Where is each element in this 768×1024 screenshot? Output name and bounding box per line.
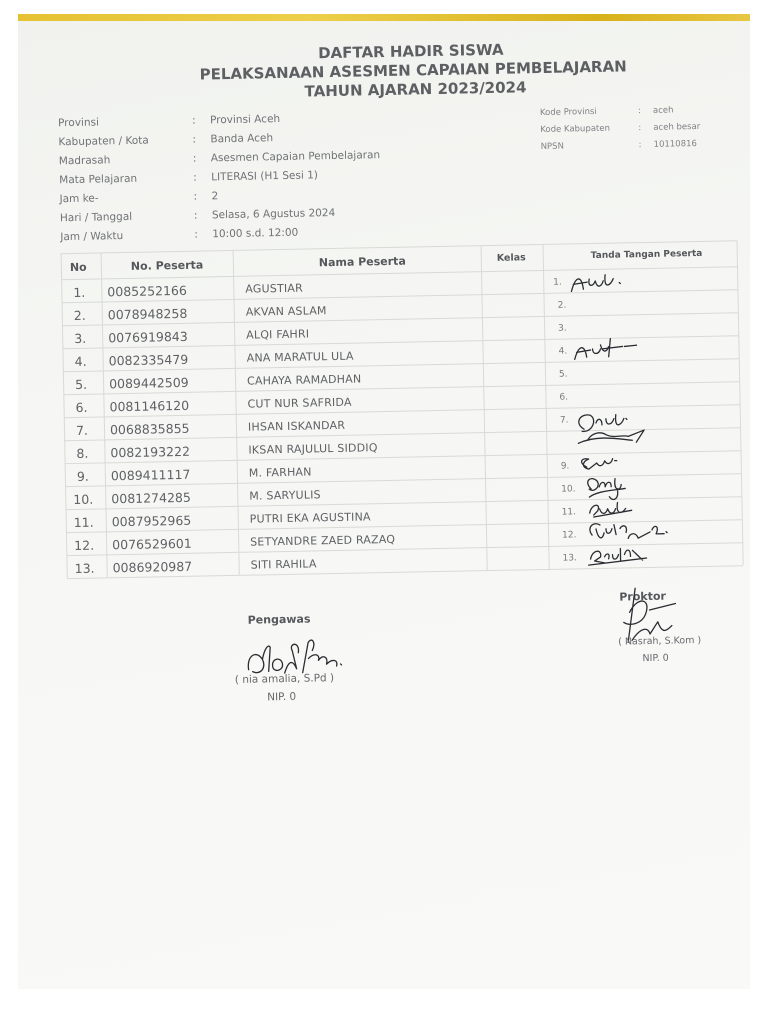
signature-number: 1. (553, 277, 562, 288)
participant-signatures (560, 260, 739, 573)
participant-name: IKSAN RAJULUL SIDDIQ (248, 441, 378, 457)
row-number: 8. (76, 445, 89, 461)
signature-number: 12. (562, 530, 577, 541)
row-number: 10. (73, 491, 94, 508)
participant-name: IHSAN ISKANDAR (247, 418, 346, 434)
header-kelas: Kelas (496, 252, 526, 264)
row-number: 11. (73, 514, 94, 531)
info-colon: : (638, 123, 642, 134)
row-number: 9. (76, 468, 89, 484)
participant-number: 0068835855 (109, 420, 190, 438)
signature-number: 2. (557, 300, 567, 311)
info-label: Kode Provinsi (539, 106, 597, 118)
participant-name: CUT NUR SAFRIDA (247, 395, 352, 411)
info-value: Asesmen Capaian Pembelajaran (210, 149, 381, 165)
row-number: 4. (74, 353, 87, 369)
participant-name: AKVAN ASLAM (245, 304, 327, 319)
participant-number: 0081146120 (109, 397, 190, 415)
row-number: 3. (74, 330, 87, 346)
participant-name: M. SARYULIS (249, 488, 321, 503)
participant-number: 0076919843 (108, 328, 188, 346)
participant-name: M. FARHAN (248, 465, 312, 480)
participant-number: 0085252166 (107, 282, 188, 300)
pengawas-name: ( nia amalia, S.Pd ) (234, 672, 335, 686)
info-colon: : (192, 152, 197, 165)
info-label: Provinsi (57, 116, 100, 130)
info-value: aceh besar (653, 121, 701, 133)
participant-number: 0076529601 (112, 535, 192, 553)
info-value: 10:00 s.d. 12:00 (212, 226, 299, 241)
header-tanda-tangan: Tanda Tangan Peserta (590, 248, 703, 262)
signature-number: 3. (558, 323, 567, 334)
participant-name: PUTRI EKA AGUSTINA (249, 510, 371, 526)
info-label: Mata Pelajaran (59, 172, 138, 187)
doc-title: DAFTAR HADIR SISWA (317, 40, 504, 63)
participant-number: 0078948258 (107, 305, 188, 323)
doc-subtitle: PELAKSANAAN ASESMEN CAPAIAN PEMBELAJARAN (199, 57, 627, 84)
signature-number: 7. (559, 415, 569, 426)
participant-number: 0086920987 (112, 558, 193, 576)
info-label: Madrasah (58, 154, 111, 168)
info-value: 10110816 (653, 138, 697, 150)
info-colon: : (194, 228, 198, 241)
participant-name: AGUSTIAR (245, 281, 304, 296)
proktor-name: ( Nasrah, S.Kom ) (618, 635, 702, 648)
signature-number: 4. (558, 346, 568, 357)
participant-number: 0087952965 (111, 512, 192, 530)
participant-number: 0081274285 (111, 489, 191, 507)
info-label: Kabupaten / Kota (58, 134, 149, 149)
pengawas-nip: NIP. 0 (267, 690, 297, 704)
signature-number: 6. (559, 392, 569, 403)
attendance-sheet (18, 14, 750, 989)
info-value: Selasa, 6 Agustus 2024 (211, 206, 336, 222)
header-no: No (69, 260, 87, 275)
info-label: Jam ke- (59, 192, 99, 206)
row-number: 7. (75, 422, 89, 438)
info-label: NPSN (540, 141, 564, 152)
row-number: 5. (74, 376, 88, 392)
info-label: Kode Kabupaten (540, 123, 611, 135)
participant-name: CAHAYA RAMADHAN (246, 372, 362, 388)
row-number: 12. (74, 537, 95, 554)
participant-name: SETYANDRE ZAED RAZAQ (250, 532, 396, 549)
header-nama-peserta: Nama Peserta (318, 254, 406, 270)
row-number: 1. (73, 284, 86, 300)
participant-number: 0089442509 (108, 374, 189, 392)
info-colon: : (193, 171, 197, 184)
info-colon: : (193, 190, 198, 203)
info-value: 2 (211, 190, 219, 203)
info-colon: : (638, 140, 642, 151)
row-number: 2. (73, 307, 86, 323)
participant-name: ANA MARATUL ULA (246, 349, 354, 365)
signature-number: 10. (561, 484, 576, 495)
proktor-nip: NIP. 0 (642, 652, 669, 665)
row-number: 13. (74, 560, 95, 577)
info-value: LITERASI (H1 Sesi 1) (211, 169, 319, 184)
info-label: Jam / Waktu (60, 230, 124, 244)
signature-number: 5. (558, 369, 568, 380)
info-value: Provinsi Aceh (209, 112, 281, 127)
participant-name: ALQI FAHRI (246, 327, 310, 342)
info-colon: : (192, 133, 197, 146)
row-number: 6. (75, 399, 88, 415)
proktor-title: Proktor (619, 589, 667, 604)
participant-number: 0082335479 (108, 351, 189, 369)
signature-number: 13. (562, 553, 577, 564)
sheet-content (18, 14, 750, 989)
info-colon: : (193, 209, 198, 222)
info-value: aceh (652, 105, 674, 116)
doc-year: TAHUN AJARAN 2023/2024 (304, 78, 527, 101)
header-no-peserta: No. Peserta (130, 258, 204, 273)
participant-name: SITI RAHILA (250, 557, 317, 572)
signature-number: 11. (561, 507, 577, 518)
info-colon: : (637, 106, 641, 117)
info-label: Hari / Tanggal (59, 210, 133, 225)
participant-number: 0082193222 (110, 443, 191, 461)
info-colon: : (191, 114, 196, 127)
signature-number: 9. (560, 461, 570, 472)
info-value: Banda Aceh (210, 132, 274, 146)
participant-number: 0089411117 (110, 466, 191, 484)
pengawas-title: Pengawas (247, 612, 311, 627)
